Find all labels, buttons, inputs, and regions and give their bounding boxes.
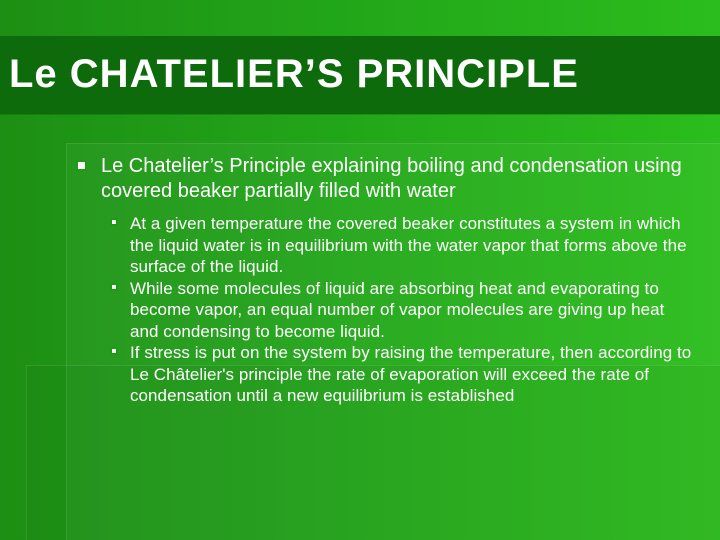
sub-bullet-item — [110, 213, 696, 278]
square-bullet-icon — [110, 283, 118, 291]
sub-bullet-text: While some molecules of liquid are absorbing heat and evaporating to become vapor, an equal number of vapor molecules are giving up heat and condensing to become liquid. — [130, 278, 665, 341]
square-bullet-icon — [110, 347, 118, 355]
main-bullet-item — [76, 154, 696, 204]
main-bullet-text: Le Chatelier’s Principle explaining boiling and condensation using covered beaker partially filled with water — [101, 155, 682, 202]
sub-bullet-text: At a given temperature the covered beaker constitutes a system in which the liquid water is in equilibrium with the water vapor that forms above the surface of the liquid. — [130, 214, 687, 276]
sub-bullet-list — [110, 213, 696, 407]
sub-bullet-item — [110, 342, 696, 407]
square-bullet-icon — [110, 218, 118, 226]
slide-content — [76, 154, 696, 407]
sub-bullet-item — [110, 278, 696, 343]
sub-bullet-text: If stress is put on the system by raising the temperature, then according to Le Châtelier's principle the rate of evaporation will exceed the rate of condensation until a new equilibrium is established — [130, 343, 692, 405]
square-bullet-icon — [76, 160, 87, 171]
slide-title: Le CHATELIER’S PRINCIPLE — [9, 52, 579, 96]
